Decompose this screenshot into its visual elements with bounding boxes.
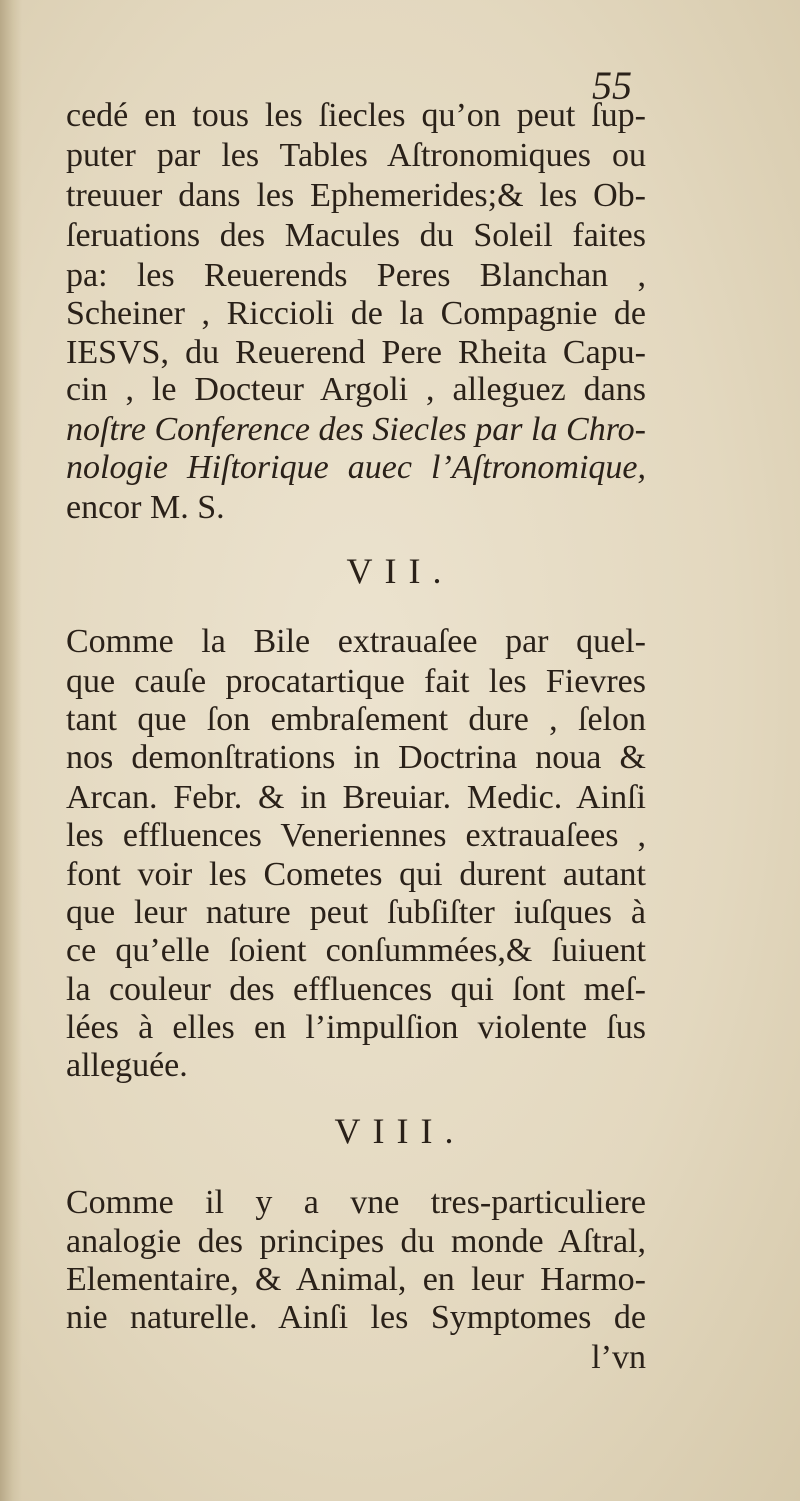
text-line: tant que ſon embraſement dure , ſelon [66, 701, 646, 738]
text-line: Arcan. Febr. & in Breuiar. Medic. Ainſi [66, 779, 646, 816]
text-line: font voir les Cometes qui durent autant [66, 856, 646, 893]
text-line: analogie des principes du monde Aſtral, [66, 1223, 646, 1260]
page-number: 55 [592, 63, 632, 108]
text-line: nos demonſtrations in Doctrina noua & [66, 739, 646, 776]
text-line: les effluences Veneriennes extrauaſees , [66, 817, 646, 854]
page-gutter [0, 0, 22, 1501]
section-heading: VIII. [334, 1111, 466, 1151]
text-line: alleguée. [66, 1047, 188, 1084]
catchword: l’vn [591, 1339, 646, 1376]
text-line: nie naturelle. Ainſi les Symptomes de [66, 1299, 646, 1336]
text-line: Comme il y a vne tres-particuliere [66, 1184, 646, 1221]
text-line: ſeruations des Macules du Soleil faites [66, 217, 646, 254]
text-line: puter par les Tables Aſtronomiques ou [66, 137, 646, 174]
text-line: cedé en tous les ſiecles qu’on peut ſup- [66, 97, 646, 134]
text-line: Scheiner , Riccioli de la Compagnie de [66, 295, 646, 332]
text-line: ce qu’elle ſoient conſummées,& ſuiuent [66, 932, 646, 969]
text-line: treuuer dans les Ephemerides;& les Ob- [66, 177, 646, 214]
text-line: Comme la Bile extrauaſee par quel- [66, 623, 646, 660]
text-line: Elementaire, & Animal, en leur Harmo- [66, 1261, 646, 1298]
text-line: que leur nature peut ſubſiſter iuſques à [66, 894, 646, 931]
text-line-italic: noſtre Conference des Siecles par la Chro- [66, 411, 646, 448]
section-heading: VII. [346, 551, 454, 591]
text-line-italic: nologie Hiſtorique auec l’Aſtronomique, [66, 449, 646, 486]
text-line: encor M. S. [66, 489, 225, 526]
text-line: lées à elles en l’impulſion violente ſus [66, 1009, 646, 1046]
text-line: IESVS, du Reuerend Pere Rheita Capu- [66, 334, 646, 371]
text-line: pa: les Reuerends Peres Blanchan , [66, 257, 646, 294]
text-line: la couleur des effluences qui ſont meſ- [66, 971, 646, 1008]
text-line: que cauſe procatartique fait les Fievres [66, 663, 646, 700]
text-line: cin , le Docteur Argoli , alleguez dans [66, 371, 646, 408]
